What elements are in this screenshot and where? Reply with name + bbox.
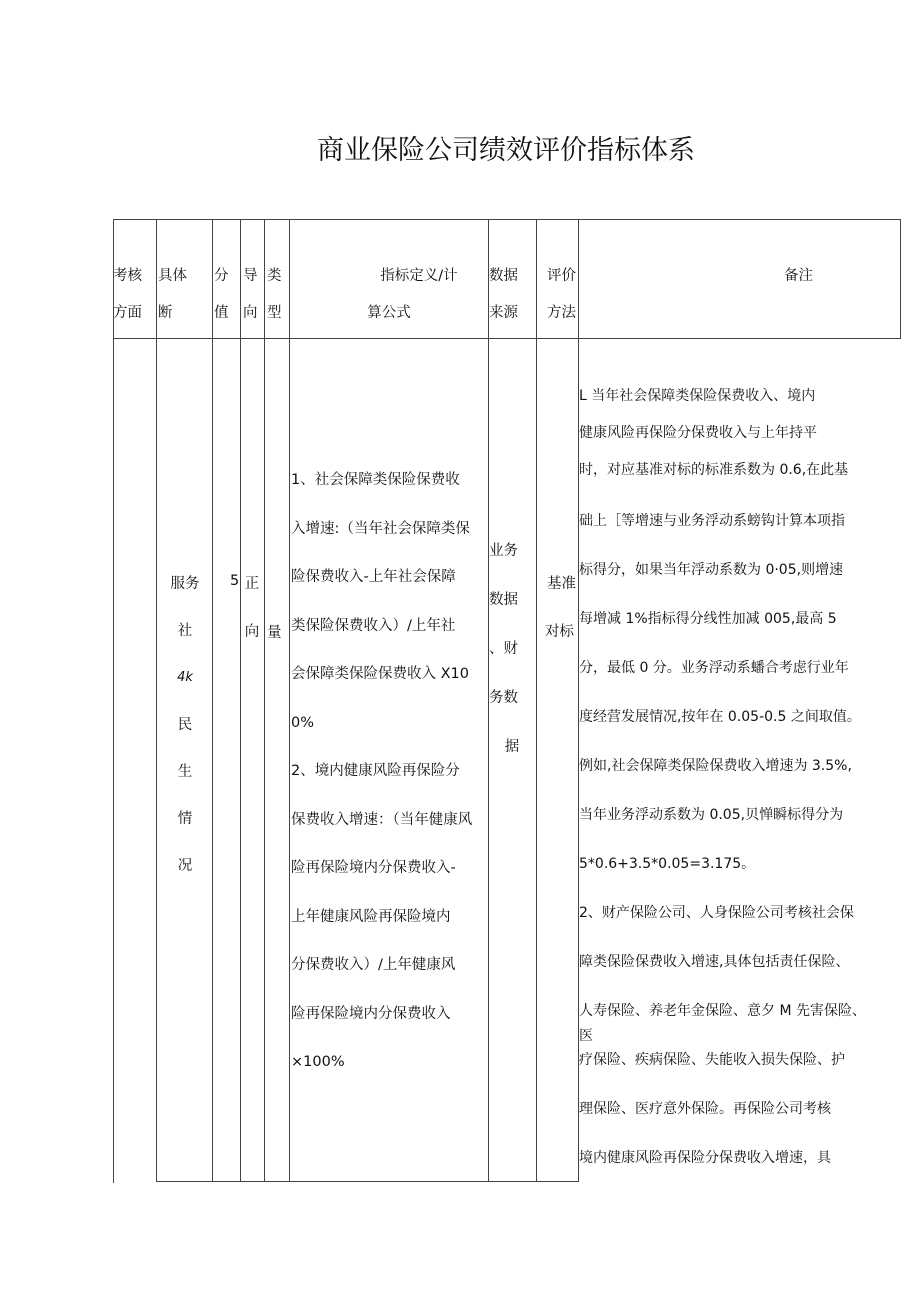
- header-source-line2: 来源: [489, 305, 518, 321]
- col-divider-5: [289, 219, 290, 1182]
- aspect-line-5: 生: [177, 764, 193, 780]
- definition-line: 1、社会保障类保险保费收: [291, 472, 460, 488]
- method-line-1: 基准: [547, 576, 576, 592]
- method-cell: [547, 573, 579, 669]
- header-detail-line2: 断: [158, 305, 173, 321]
- note-line: 础上［等增速与业务浮动系螃钩计算本项指: [579, 513, 845, 529]
- source-cell: [489, 540, 535, 785]
- header-direction-line1: 导: [243, 268, 258, 284]
- definition-line: 险再保险境内分保费收入-: [291, 860, 456, 876]
- table-right-border: [900, 219, 901, 339]
- header-type-line2: 型: [267, 305, 282, 321]
- definition-line: 2、境内健康风险再保险分: [291, 763, 460, 779]
- direction-cell: [240, 573, 264, 669]
- definition-line: 险再保险境内分保费收入: [291, 1005, 451, 1022]
- note-line: 医: [579, 1028, 593, 1044]
- source-line-4: 务数: [489, 690, 518, 706]
- note-line: 5*0.6+3.5*0.05=3.175。: [579, 856, 756, 872]
- definition-cell: [291, 470, 472, 1101]
- aspect-line-4: 民: [177, 717, 193, 733]
- header-source-line1: 数据: [489, 268, 518, 284]
- table-top-border: [113, 219, 901, 220]
- col-divider-1: [156, 219, 157, 1182]
- definition-line: 入增速:（当年社会保障类保: [291, 520, 470, 537]
- direction-line-2: 向: [244, 624, 260, 640]
- definition-line: 0%: [291, 714, 315, 731]
- note-line: 人寿保险、养老年金保险、意夕 M 先害保险、: [579, 1003, 866, 1019]
- header-aspect-line2: 方面: [113, 305, 142, 321]
- note-line: 时，对应基准对标的标准系数为 0.6,在此基: [579, 462, 849, 478]
- aspect-cell: [158, 573, 212, 902]
- aspect-line-3: 4k: [177, 670, 193, 685]
- note-line: 例如,社会保障类保险保费收入增速为 3.5%,: [579, 758, 852, 774]
- header-detail: [158, 258, 212, 332]
- col-divider-3: [240, 219, 241, 1182]
- header-method: [547, 258, 579, 332]
- header-definition: [290, 258, 488, 332]
- score-cell: 5: [230, 573, 240, 589]
- header-bottom-border: [113, 338, 901, 339]
- note-line: 标得分，如果当年浮动系数为 0·05,则增速: [579, 562, 844, 578]
- aspect-line-1: 服务: [170, 576, 200, 592]
- header-notes: [579, 258, 899, 295]
- header-definition-line1: 指标定义/计: [380, 268, 458, 284]
- header-notes-label: 备注: [784, 268, 813, 284]
- header-direction-line2: 向: [243, 305, 258, 321]
- header-score: [214, 258, 240, 332]
- note-line: 每增减 1%指标得分线性加减 005,最高 5: [579, 611, 837, 627]
- definition-line: 分保费收入）/上年健康风: [291, 957, 456, 973]
- header-method-line2: 方法: [547, 305, 576, 321]
- definition-line: 上年健康风险再保险境内: [291, 908, 451, 925]
- header-detail-line1: 具体: [158, 268, 187, 284]
- definition-line: 会保障类保险保费收入 X10: [291, 666, 469, 682]
- header-aspect: [113, 258, 157, 332]
- note-line: 障类保险保费收入增速,具体包括责任保险、: [579, 954, 850, 970]
- source-line-3: 、财: [489, 641, 518, 657]
- note-line: 境内健康风险再保险分保费收入增速，具: [579, 1150, 831, 1166]
- definition-line: 类保险保费收入）/上年社: [291, 617, 456, 634]
- aspect-line-6: 情: [177, 811, 193, 827]
- note-line: 健康风险再保险分保费收入与上年持平: [579, 425, 817, 441]
- source-line-1: 业务: [489, 543, 518, 559]
- note-line: 2、财产保险公司、人身保险公司考核社会保: [579, 905, 854, 921]
- type-cell: 量: [267, 625, 282, 641]
- note-line: L 当年社会保障类保险保费收入、境内: [579, 388, 816, 404]
- header-method-line1: 评价: [547, 268, 576, 284]
- method-line-2: 对标: [545, 624, 574, 640]
- note-line: 疗保险、疾病保险、失能收入损失保险、护: [579, 1052, 845, 1068]
- table-left-border: [113, 219, 114, 1183]
- header-type: [267, 258, 289, 332]
- header-definition-line2: 算公式: [367, 305, 411, 321]
- row-bottom-border: [157, 1181, 579, 1182]
- col-divider-4: [264, 219, 265, 1182]
- col-divider-2: [212, 219, 213, 1182]
- source-line-2: 数据: [489, 592, 518, 608]
- note-line: 当年业务浮动系数为 0.05,贝惮瞬标得分为: [579, 807, 844, 823]
- definition-line: 险保费收入-上年社会保障: [291, 569, 456, 585]
- note-line: 度经营发展情况,按年在 0.05-0.5 之间取值。: [579, 709, 861, 725]
- page-title: 商业保险公司绩效评价指标体系: [317, 135, 695, 166]
- aspect-line-2: 社: [177, 623, 193, 639]
- aspect-line-7: 况: [177, 858, 193, 874]
- notes-cell: [579, 386, 866, 1197]
- direction-line-1: 正: [244, 576, 260, 592]
- source-line-5: 据: [504, 739, 520, 755]
- definition-line: ×100%: [291, 1054, 345, 1070]
- header-aspect-line1: 考核: [113, 268, 142, 284]
- definition-line: 保费收入增速：（当年健康风: [291, 811, 473, 828]
- note-line: 理保险、医疗意外保险。再保险公司考核: [579, 1101, 831, 1117]
- note-line: 分，最低 0 分。业务浮动系蟠合考虑行业年: [579, 660, 849, 676]
- header-source: [489, 258, 535, 332]
- col-divider-7: [536, 219, 537, 1182]
- header-score-line1: 分: [214, 268, 229, 284]
- header-score-line2: 值: [214, 305, 229, 321]
- header-direction: [243, 258, 265, 332]
- header-type-line1: 类: [267, 268, 282, 284]
